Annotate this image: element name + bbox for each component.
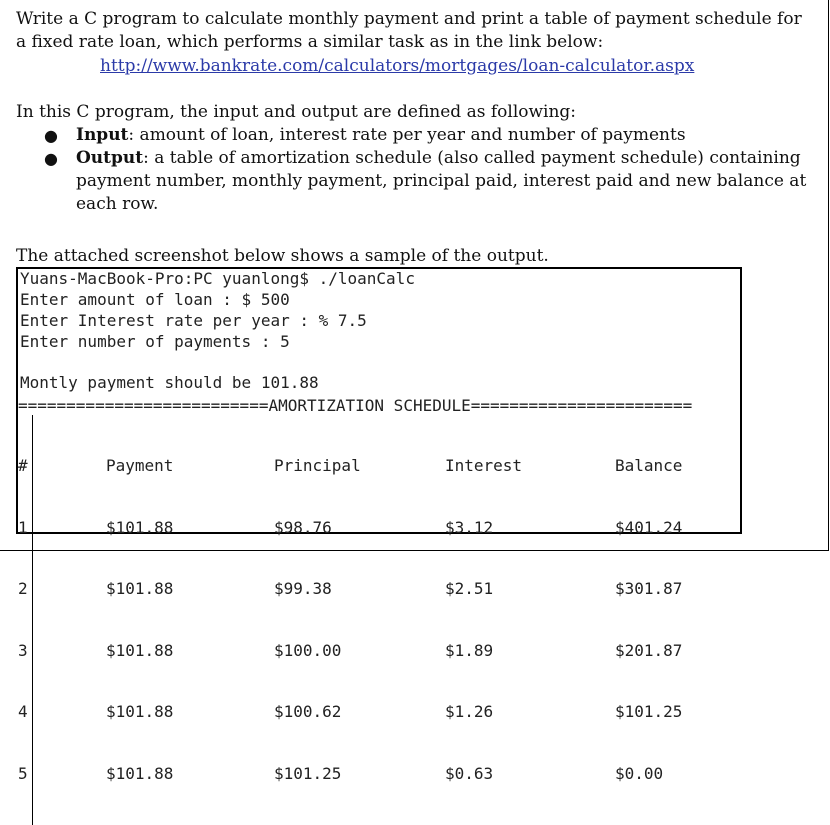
input-label: Input [76, 125, 129, 145]
table-cell: $1.89 [445, 640, 494, 660]
table-cell: $201.87 [615, 640, 683, 660]
intro-paragraph: Write a C program to calculate monthly payment and print a table of payment schedule for a fixed rate loan, which performs a similar task as in the link below: [16, 9, 802, 52]
terminal-line: Enter amount of loan : $ 500 [20, 290, 290, 309]
caption: The attached screenshot below shows a sample of the output. [16, 246, 549, 266]
interest-column [445, 415, 522, 825]
table-cell: 4 [18, 702, 28, 721]
bullet-icon: ● [44, 149, 58, 168]
table-cell: $101.88 [106, 702, 174, 721]
list-item-input [40, 124, 810, 147]
table-cell: $100.62 [274, 702, 342, 721]
table-cell: $101.88 [106, 640, 174, 660]
index-column [18, 415, 33, 825]
io-list [40, 124, 810, 216]
table-cell: $99.38 [274, 579, 332, 598]
output-label: Output [76, 148, 144, 168]
header-interest: Interest [445, 456, 523, 475]
terminal-line: Yuans-MacBook-Pro:PC yuanlong$ ./loanCalc [20, 269, 415, 288]
table-cell: $98.76 [274, 517, 332, 537]
table-cell: $101.25 [274, 763, 342, 783]
table-cell: $1.26 [445, 702, 494, 721]
table-cell: $0.63 [445, 763, 494, 783]
table-cell: $101.88 [106, 579, 174, 598]
table-cell: $0.00 [615, 763, 664, 783]
terminal-output [16, 267, 742, 783]
terminal-line: Enter number of payments : 5 [20, 332, 290, 351]
header-index: # [18, 456, 28, 475]
payment-column [106, 415, 173, 825]
table-cell: $101.25 [615, 702, 683, 721]
schedule-table [18, 415, 740, 783]
schedule-title: ==========================AMORTIZATION SCHEDULE======================= [18, 396, 693, 415]
calculator-link[interactable]: http://www.bankrate.com/calculators/mortgages/loan-calculator.aspx [100, 56, 695, 76]
header-principal: Principal [274, 456, 361, 475]
io-heading: In this C program, the input and output are defined as following: [16, 102, 577, 122]
table-cell: $401.24 [615, 517, 683, 537]
table-cell: $101.88 [106, 763, 174, 783]
table-cell: 5 [18, 763, 28, 783]
principal-column [274, 415, 361, 825]
output-text: : a table of amortization schedule (also called payment schedule) containing payment number, monthly payment, principal paid, interest paid and new balance at each row. [76, 148, 807, 214]
table-cell: $101.88 [106, 517, 174, 537]
balance-column [615, 415, 682, 825]
input-text: : amount of loan, interest rate per year and number of payments [128, 125, 686, 145]
terminal-line: Enter Interest rate per year : % 7.5 [20, 311, 367, 330]
table-cell: 2 [18, 579, 28, 598]
table-cell: 1 [18, 517, 28, 537]
table-cell: 3 [18, 640, 28, 660]
list-item-output [40, 147, 810, 216]
table-cell: $100.00 [274, 640, 342, 660]
header-balance: Balance [615, 456, 683, 475]
table-cell: $301.87 [615, 579, 683, 598]
bullet-icon: ● [44, 126, 58, 145]
terminal-line: Montly payment should be 101.88 [20, 373, 319, 392]
table-cell: $3.12 [445, 517, 494, 537]
table-cell: $2.51 [445, 579, 494, 598]
header-payment: Payment [106, 456, 174, 475]
